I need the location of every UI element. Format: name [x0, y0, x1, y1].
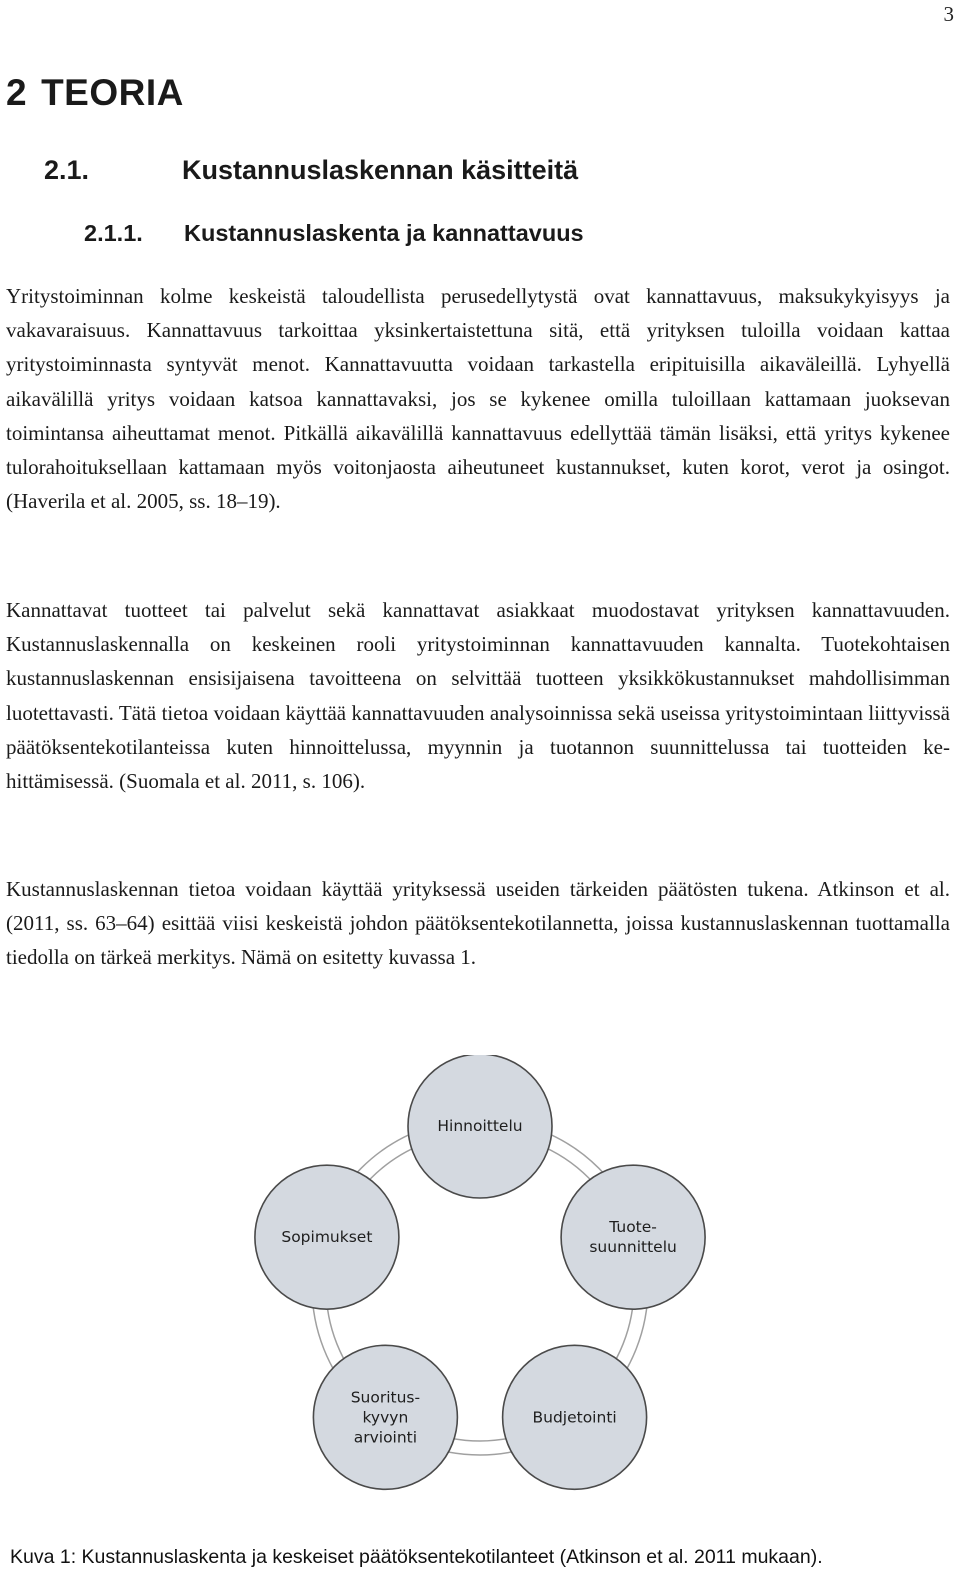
cycle-node-sopimukset — [255, 1165, 399, 1309]
section-number: 2.1. — [44, 155, 90, 185]
subsection-heading — [84, 220, 584, 247]
subsection-title: Kustannuslaskenta ja kannattavuus — [184, 220, 584, 246]
chapter-number: 2 — [6, 72, 28, 113]
subsection-number: 2.1.1. — [84, 220, 143, 246]
body-paragraph: Yritystoiminnan kolme keskeistä taloudellista perusedellytystä ovat kannattavuus, maksukykyisyys ja vakavaraisuus. Kannattavuus tarkoittaa yksinkertaistettuna sitä, että yrityksen tuloilla voidaan kattaa yritystoiminnasta syntyvät menot. Kannattavuutta voidaan tarkastella eripituisilla aikaväleillä. Lyhyellä aikavälillä yritys voidaan katsoa kannattavaksi, jos se kykenee omilla tuloillaan kattamaan juoksevan toimintansa aiheuttamat menot. Pitkällä aikavälillä kannattavuus edellyttää tämän lisäksi, että yritys kykenee tulorahoituksellaan kattamaan myös voitonjaosta aiheutuneet kustannukset, kuten korot, verot ja osingot. (Haverila et al. 2005, ss. 18–19). — [6, 284, 950, 514]
cycle-node-hinnoittelu — [408, 1055, 552, 1198]
chapter-heading — [6, 72, 184, 114]
page-number: 3 — [943, 2, 954, 26]
body-paragraph: Kustannuslaskennan tietoa voidaan käyttää yrityksessä useiden tärkeiden päätösten tukena. Atkinson et al. (2011, ss. 63–64) esittää viisi keskeistä johdon päätöksentekotilannetta, joissa kustannuslaskennan tuottamalla tiedolla on tärkeä merkitys. Nämä on esitetty kuvassa 1. — [6, 877, 950, 970]
section-heading — [44, 155, 578, 186]
decision-cycle-diagram — [220, 1055, 740, 1495]
figure-caption: Kuva 1: Kustannuslaskenta ja keskeiset päätöksentekotilanteet (Atkinson et al. 2011 mukaan). — [10, 1546, 823, 1568]
cycle-node-circle — [561, 1165, 705, 1309]
cycle-node-label: Suoritus- — [350, 1388, 421, 1407]
chapter-title: TEORIA — [41, 72, 184, 113]
cycle-node-label: suunnittelu — [589, 1238, 677, 1257]
cycle-node-label: arviointi — [353, 1428, 418, 1447]
cycle-node-label: kyvyn — [362, 1408, 409, 1427]
cycle-node-label: Tuote- — [609, 1218, 657, 1237]
cycle-node-budjetointi — [503, 1345, 647, 1489]
cycle-node-label: Hinnoittelu — [437, 1117, 523, 1135]
cycle-node-tuotesuunnittelu — [561, 1165, 705, 1309]
section-title: Kustannuslaskennan käsitteitä — [182, 155, 579, 185]
body-paragraph: Kannattavat tuotteet tai palvelut sekä kannattavat asiakkaat muodostavat yrityksen kannattavuuden. Kustannuslaskennalla on keskeinen rooli yritystoiminnan kannattavuuden kannalta. Tuotekohtaisen kustannuslaskennan ensisijaisena tavoitteena on selvittää tuotteen yksikkökustannukset mahdollisimman luotettavasti. Tätä tietoa voidaan käyttää kannattavuuden analysoinnissa sekä useissa yritystoimintaan liittyvissä päätöksentekotilanteissa kuten hinnoittelussa, myynnin ja tuotannon suunnittelussa tai tuotteiden kehittämisessä. (Suomala et al. 2011, s. 106). — [6, 598, 950, 794]
cycle-node-label: Sopimukset — [281, 1228, 373, 1247]
decision-cycle-figure — [220, 1055, 740, 1495]
cycle-nodes — [255, 1055, 705, 1489]
cycle-node-label: Budjetointi — [532, 1408, 617, 1427]
cycle-node-suorituskyvyn-arviointi — [313, 1345, 457, 1489]
